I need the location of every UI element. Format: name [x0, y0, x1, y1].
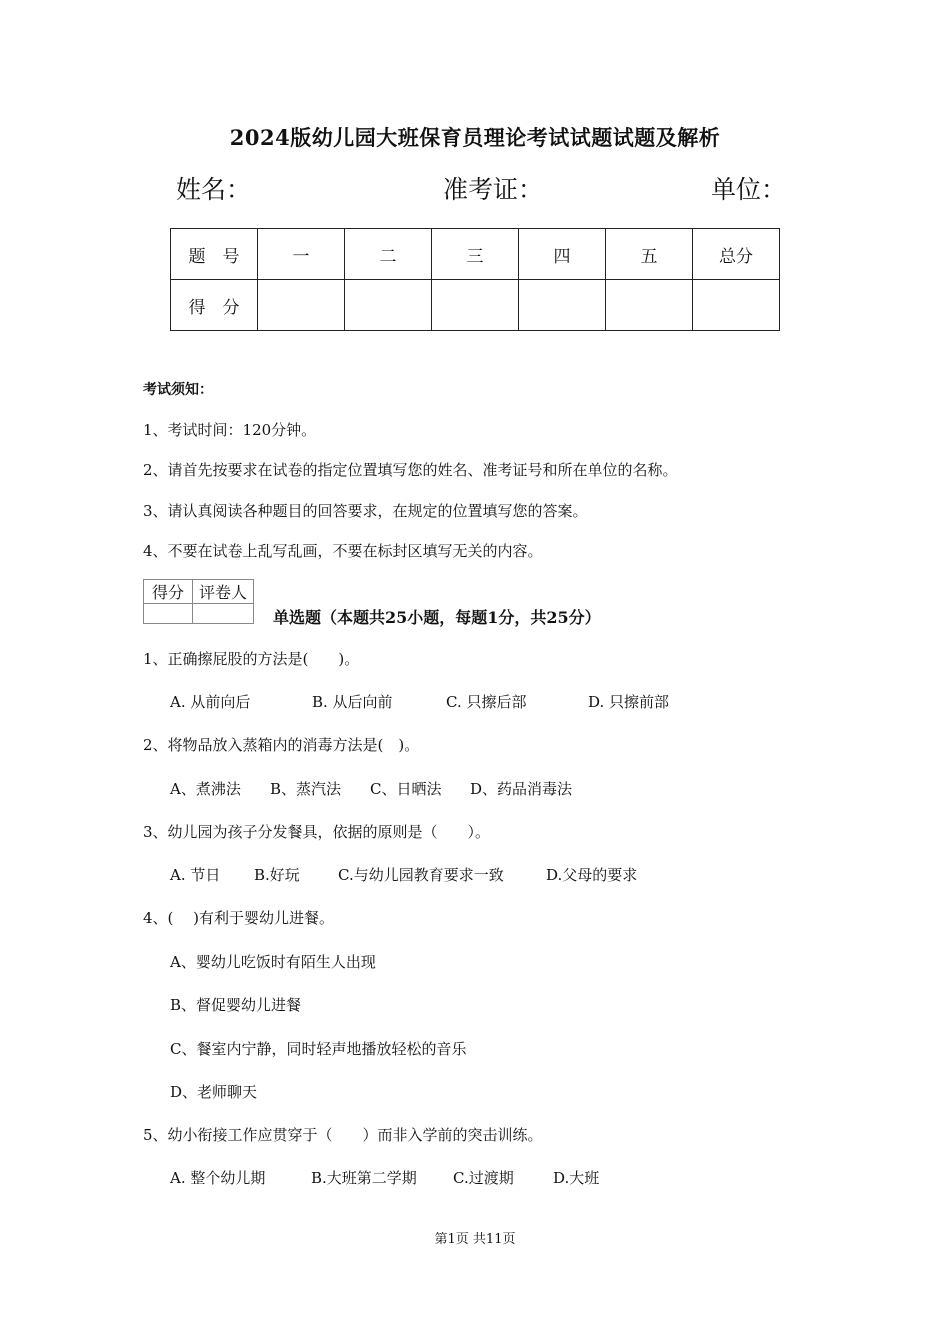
grader-name-label: 评卷人: [193, 580, 254, 604]
option: C.与幼儿园教育要求一致: [338, 866, 504, 884]
score-header-cell: 三: [432, 229, 519, 280]
question-options: [170, 864, 637, 885]
option: D.大班: [553, 1169, 600, 1187]
option: B、蒸汽法: [270, 780, 342, 798]
option: B.好玩: [254, 866, 300, 884]
name-label: 姓名：: [176, 175, 252, 204]
score-header-cell: 题 号: [171, 229, 258, 280]
score-header-cell: 四: [519, 229, 606, 280]
grader-box: [143, 579, 254, 624]
score-cell: [432, 280, 519, 331]
option: C、日晒法: [370, 780, 442, 798]
score-table: [170, 228, 780, 331]
option: C.过渡期: [453, 1169, 514, 1187]
grader-score-cell: [144, 604, 193, 624]
notice-item: 2、请首先按要求在试卷的指定位置填写您的姓名、准考证号和所在单位的名称。: [143, 461, 678, 479]
option: D、药品消毒法: [470, 780, 573, 798]
option: D、老师聊天: [170, 1083, 258, 1101]
option: A. 从前向后: [170, 693, 251, 711]
unit-label: 单位：: [711, 175, 787, 204]
score-cell: [519, 280, 606, 331]
option: D. 只擦前部: [588, 693, 670, 711]
score-header-cell: 一: [258, 229, 345, 280]
question-options: [170, 778, 572, 799]
option: B.大班第二学期: [311, 1169, 417, 1187]
score-cell: [345, 280, 432, 331]
question-text: 5、幼小衔接工作应贯穿于（ ）而非入学前的突击训练。: [143, 1126, 543, 1144]
section-title: 单选题（本题共25小题，每题1分，共25分）: [273, 608, 601, 627]
option: D.父母的要求: [546, 866, 638, 884]
question-options: [170, 1167, 599, 1188]
notice-item: 1、考试时间：120分钟。: [143, 421, 317, 439]
question-text: 2、将物品放入蒸箱内的消毒方法是( )。: [143, 736, 420, 754]
score-cell: [258, 280, 345, 331]
option: A、煮沸法: [170, 780, 241, 798]
score-row-label: 得 分: [171, 280, 258, 331]
option: A. 节日: [170, 866, 221, 884]
score-header-cell: 五: [606, 229, 693, 280]
question-text: 1、正确擦屁股的方法是( )。: [143, 650, 360, 668]
notice-item: 3、请认真阅读各种题目的回答要求，在规定的位置填写您的答案。: [143, 502, 588, 520]
notice-item: 4、不要在试卷上乱写乱画，不要在标封区填写无关的内容。: [143, 542, 543, 560]
option: B. 从后向前: [312, 693, 393, 711]
score-header-cell: 总分: [693, 229, 780, 280]
exam-number-label: 准考证：: [443, 175, 544, 204]
option: C. 只擦后部: [446, 693, 527, 711]
page-title: 2024版幼儿园大班保育员理论考试试题试题及解析: [229, 125, 721, 150]
question-text: 3、幼儿园为孩子分发餐具，依据的原则是（ ）。: [143, 823, 491, 841]
option: A、婴幼儿吃饭时有陌生人出现: [170, 953, 376, 971]
notice-title: 考试须知：: [143, 382, 213, 398]
question-options: [170, 691, 669, 712]
question-text: 4、( )有利于婴幼儿进餐。: [143, 909, 335, 927]
page-footer: 第1页 共11页: [434, 1232, 516, 1247]
score-cell: [693, 280, 780, 331]
score-header-cell: 二: [345, 229, 432, 280]
grader-name-cell: [193, 604, 254, 624]
option: C、餐室内宁静，同时轻声地播放轻松的音乐: [170, 1040, 467, 1058]
option: A. 整个幼儿期: [170, 1169, 266, 1187]
grader-score-label: 得分: [144, 580, 193, 604]
option: B、督促婴幼儿进餐: [170, 996, 302, 1014]
score-cell: [606, 280, 693, 331]
